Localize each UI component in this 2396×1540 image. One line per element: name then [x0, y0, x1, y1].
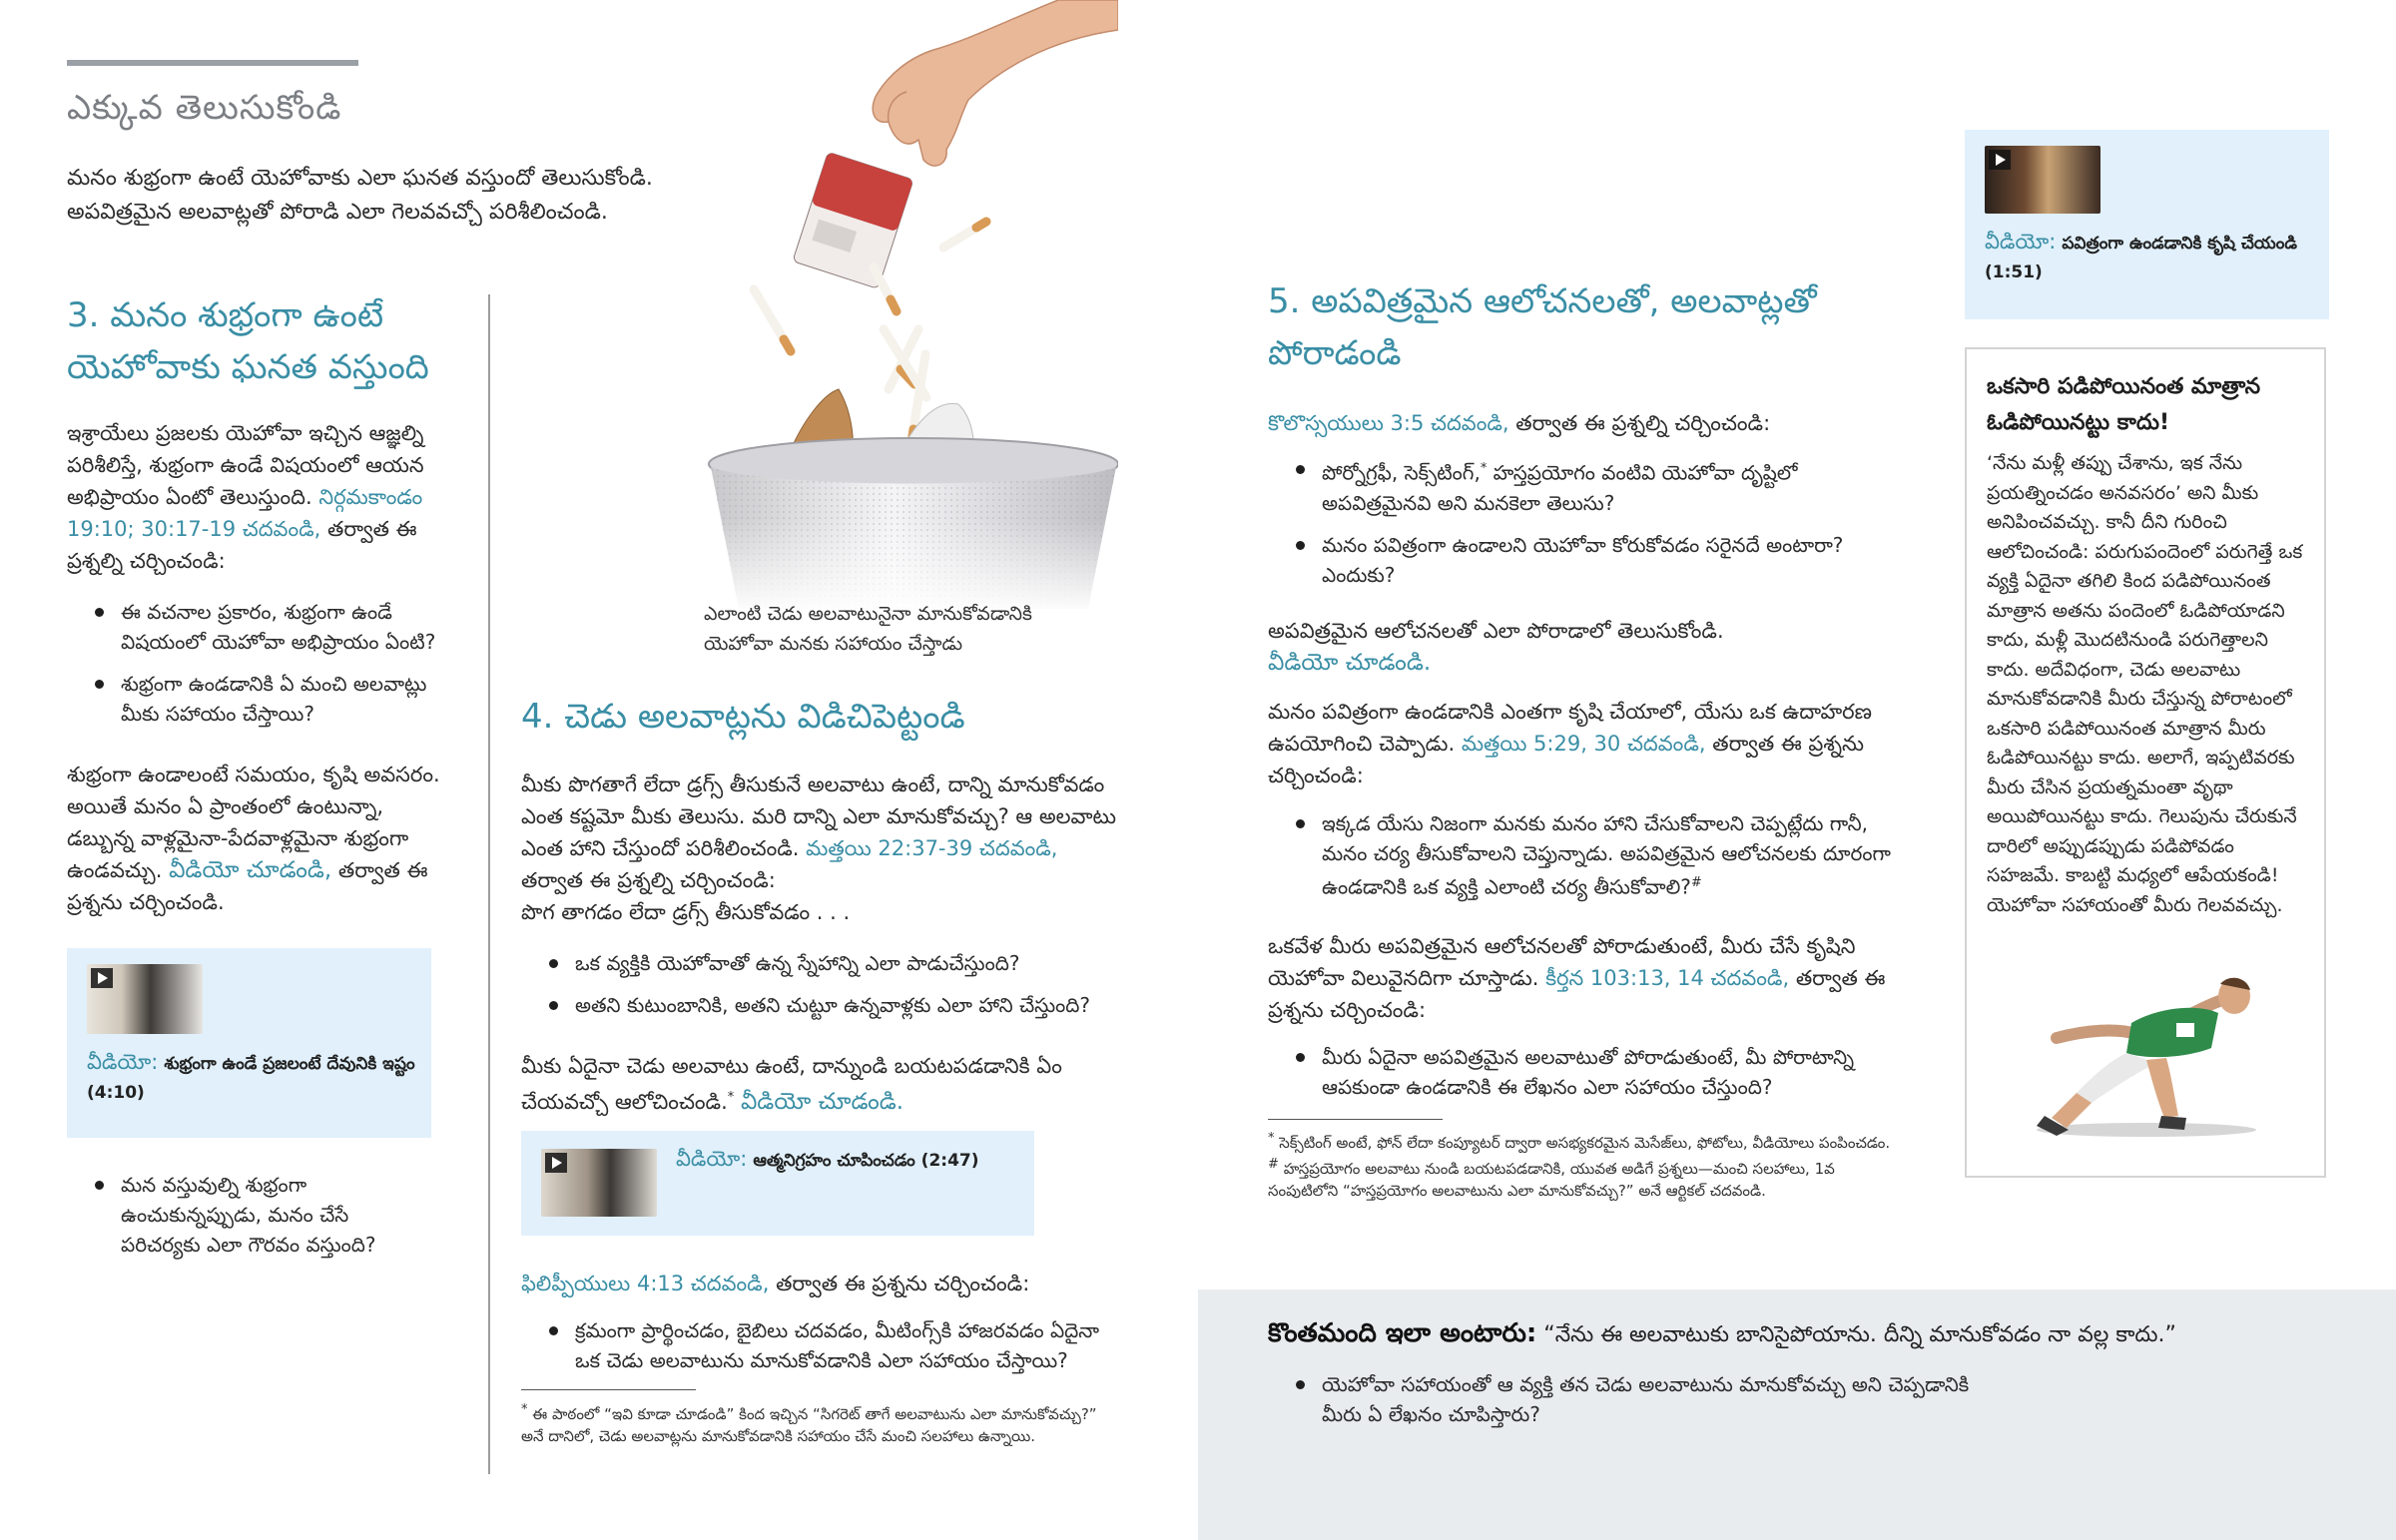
top-rule [67, 60, 358, 66]
footnote-1 [1268, 1128, 1897, 1154]
section3-title-line2: యెహోవాకు ఘనత వస్తుంది [67, 347, 429, 387]
video-card-clean-people[interactable] [67, 948, 431, 1138]
section3-bullets [87, 597, 466, 741]
watch-video-link[interactable]: వీడియో చూడండి. [1268, 650, 1432, 676]
video-thumbnail[interactable] [87, 964, 203, 1034]
footnote-mark: * [521, 1402, 528, 1417]
section3-p1-after: తర్వాత ఈ ప్రశ్నల్ని చర్చించండి: [67, 517, 417, 573]
section5-footnotes [1268, 1128, 1897, 1202]
some-say-line [1268, 1317, 2346, 1351]
section4-p1-after: తర్వాత ఈ ప్రశ్నల్ని చర్చించండి: [521, 868, 776, 892]
intro-line-2: అపవిత్రమైన అలవాట్లతో పోరాడి ఎలా గెలవవచ్చో పరిశీలించండి. [67, 200, 608, 225]
video-prefix: వీడియో: [676, 1147, 748, 1171]
section4-paragraph3 [521, 1268, 1120, 1299]
section5-paragraph3 [1268, 696, 1902, 791]
section4-paragraph1 [521, 769, 1125, 928]
bullet1-a: పోర్నోగ్రఫీ, సెక్స్‌టింగ్, [1322, 460, 1481, 485]
section3-p2-text: శుభ్రంగా ఉండాలంటే సమయం, కృషి అవసరం. అయితే మనం ఏ ప్రాంతంలో ఉంటున్నా, డబ్బున్న వాళ్లమైనా-పేదవాళ్లమైనా శుభ్రంగా ఉండవచ్చు. [67, 763, 440, 882]
section4-p1-text: మీకు పొగతాగే లేదా డ్రగ్స్ తీసుకునే అలవాటు ఉంటే, దాన్ని మానుకోవడం ఎంత కష్టమో మీకు తెలుసు. మరి దాన్ని ఎలా మానుకోవచ్చు? ఆ అలవాటు ఎంత హాని చేస్తుందో పరిశీలించండి. [521, 772, 1117, 860]
list-item: అతని కుటుంబానికి, అతని చుట్టూ ఉన్నవాళ్లకు ఎలా హాని చేస్తుంది? [541, 990, 1130, 1020]
video-label [1985, 228, 2304, 286]
section3-last-bullet [87, 1170, 416, 1272]
scripture-ref-link[interactable]: కీర్తన 103:13, 14 చదవండి, [1545, 966, 1790, 990]
video-prefix: వీడియో: [1985, 230, 2057, 254]
play-icon[interactable] [91, 968, 113, 988]
footnote-mark: * [1268, 1131, 1275, 1146]
section5-p4-text: ఒకవేళ మీరు అపవిత్రమైన ఆలోచనలతో పోరాడుతుంటే, మీరు చేసే కృషిని యెహోవా విలువైనదిగా చూస్తాడు. [1268, 934, 1856, 990]
list-item: మనం పవిత్రంగా ఉండాలని యెహోవా కోరుకోవడం సరైనదే అంటారా? ఎందుకు? [1288, 530, 1887, 590]
scripture-ref-link[interactable]: ఫిలిప్పీయులు 4:13 చదవండి, [521, 1272, 770, 1295]
section4-bullets [541, 948, 1130, 1032]
caption-line-1: ఎలాంటి చెడు అలవాటునైనా మానుకోవడానికి [704, 603, 1032, 625]
some-say-box [1198, 1289, 2396, 1540]
trash-can-illustration [589, 0, 1118, 609]
section5-bullets-a [1288, 454, 1887, 602]
video-label [676, 1145, 1025, 1175]
list-item: క్రమంగా ప్రార్థించడం, బైబిలు చదవడం, మీటింగ్స్‌కి హాజరవడం ఏదైనా ఒక చెడు అలవాటును మానుకోవడానికి ఎలా సహాయం చేస్తాయి? [541, 1315, 1130, 1375]
some-say-quote: “నేను ఈ అలవాటుకు బానిసైపోయాను. దీన్ని మానుకోవడం నా వల్ల కాదు.” [1543, 1322, 2176, 1347]
sidebar-heading: ఒకసారి పడిపోయినంత మాత్రాన ఓడిపోయినట్టు కాదు! [1987, 374, 2261, 435]
section4-title: 4. చెడు అలవాట్లను విడిచిపెట్టండి [521, 697, 965, 737]
video-card-purity[interactable] [1965, 130, 2329, 319]
video-title[interactable]: శుభ్రంగా ఉండే ప్రజలంటే దేవునికి ఇష్టం (4:10) [87, 1054, 415, 1103]
section5-paragraph2 [1268, 615, 1907, 679]
section5-bullet4 [1288, 1042, 1892, 1114]
learn-more-heading: ఎక్కువ తెలుసుకోండి [67, 88, 342, 128]
play-icon[interactable] [545, 1153, 567, 1173]
section4-paragraph2 [521, 1050, 1080, 1118]
bullet3-text: ఇక్కడ యేసు నిజంగా మనకు మనం హాని చేసుకోవాలని చెప్పట్లేదు గానీ, మనం చర్య తీసుకోవాలని చెప్తున్నాడు. అపవిత్రమైన ఆలోచనలకు దూరంగా ఉండడానికి ఒక వ్యక్తి ఎలాంటి చర్య తీసుకోవాలి? [1322, 811, 1891, 899]
footnote-2 [1268, 1154, 1897, 1202]
section4-last-bullet [541, 1315, 1130, 1387]
scripture-ref-link[interactable]: నిర్గమకాండం 19:10; 30:17-19 చదవండి, [67, 485, 423, 541]
list-item [1288, 454, 1887, 518]
some-say-bullets [1288, 1369, 1987, 1441]
section5-title-line2: పోరాడండి [1268, 333, 1402, 373]
list-item: ఒక వ్యక్తికి యెహోవాతో ఉన్న స్నేహాన్ని ఎలా పాడుచేస్తుంది? [541, 948, 1130, 978]
bullet1-b: హస్తప్రయోగం వంటివి యెహోవా దృష్టిలో అపవిత్రమైనవి అని మనకెలా తెలుసు? [1322, 460, 1798, 515]
footnote-marker[interactable]: * [1480, 461, 1488, 476]
section5-ref1 [1268, 407, 1907, 439]
play-icon[interactable] [1989, 150, 2011, 170]
section5-p3-text: మనం పవిత్రంగా ఉండడానికి ఎంతగా కృషి చేయాలో, యేసు ఒక ఉదాహరణ ఉపయోగించి చెప్పాడు. [1268, 700, 1872, 756]
video-prefix: వీడియో: [87, 1050, 159, 1074]
section4-lead: పొగ తాగడం లేదా డ్రగ్స్ తీసుకోవడం . . . [521, 900, 851, 924]
footnote-text: హస్తప్రయోగం అలవాటు నుండి బయటపడడానికి, యువత అడిగే ప్రశ్నలు—మంచి సలహాలు, 1వ సంపుటిలోని “హస్తప్రయోగం అలవాటును ఎలా మానుకోవచ్చు?” అనే ఆర్టికల్ చదవండి. [1268, 1160, 1835, 1200]
section5-p2-text: అపవిత్రమైన ఆలోచనలతో ఎలా పోరాడాలో తెలుసుకోండి. [1268, 619, 1724, 643]
footnote-mark: # [1268, 1157, 1279, 1172]
section5-p3-after: తర్వాత ఈ ప్రశ్నను చర్చించండి: [1268, 732, 1864, 787]
encouragement-sidebar [1965, 347, 2326, 1178]
scripture-ref-link[interactable]: కొలొస్సయులు 3:5 చదవండి, [1268, 411, 1509, 435]
section4-p3-after: తర్వాత ఈ ప్రశ్నను చర్చించండి: [776, 1272, 1030, 1295]
section4-p2-text: మీకు ఏదైనా చెడు అలవాటు ఉంటే, దాన్నుండి బయటపడడానికి ఏం చేయవచ్చో ఆలోచించండి. [521, 1054, 1062, 1114]
section3-p2-after: తర్వాత ఈ ప్రశ్నను చర్చించండి. [67, 858, 428, 914]
video-title[interactable]: పవిత్రంగా ఉండడానికి కృషి చేయండి (1:51) [1985, 234, 2297, 282]
scripture-ref-link[interactable]: మత్తయి 5:29, 30 చదవండి, [1461, 732, 1706, 756]
runner-illustration [1997, 968, 2296, 1143]
video-thumbnail[interactable] [541, 1149, 657, 1217]
footnote-rule [1268, 1119, 1443, 1120]
list-item: మన వస్తువుల్ని శుభ్రంగా ఉంచుకున్నప్పుడు, మనం చేసే పరిచర్యకు ఎలా గౌరవం వస్తుంది? [87, 1170, 416, 1260]
watch-video-link[interactable]: వీడియో చూడండి. [740, 1089, 904, 1115]
footnote-text: సెక్స్‌టింగ్ అంటే, ఫోన్ లేదా కంప్యూటర్ ద్వారా అసభ్యకరమైన మెసేజ్‌లు, ఫోటోలు, వీడియోలు పంపించడం. [1279, 1134, 1891, 1152]
footnote-marker[interactable]: * [727, 1090, 735, 1105]
section3-p1-text: ఇశ్రాయేలు ప్రజలకు యెహోవా ఇచ్చిన ఆజ్ఞల్ని పరిశీలిస్తే, శుభ్రంగా ఉండే విషయంలో ఆయన అభిప్రాయం ఏంటో తెలుస్తుంది. [67, 421, 424, 509]
watch-video-link[interactable]: వీడియో చూడండి, [169, 857, 332, 883]
list-item: శుభ్రంగా ఉండడానికి ఏ మంచి అలవాట్లు మీకు సహాయం చేస్తాయి? [87, 669, 466, 729]
section5-paragraph4 [1268, 930, 1902, 1026]
section5-p4-after: తర్వాత ఈ ప్రశ్నను చర్చించండి: [1268, 966, 1886, 1022]
video-title[interactable]: ఆత్మనిగ్రహం చూపించడం (2:47) [753, 1151, 979, 1171]
scripture-ref-link[interactable]: మత్తయి 22:37-39 చదవండి, [806, 836, 1058, 860]
footnote-marker[interactable]: # [1690, 875, 1702, 890]
sidebar-body: ‘నేను మళ్లీ తప్పు చేశాను, ఇక నేను ప్రయత్నించడం అనవసరం’ అని మీకు అనిపించవచ్చు. కానీ దీని గురించి ఆలోచించండి: పరుగుపందెంలో పరుగెత్తే ఒక వ్యక్తి ఏదైనా తగిలి కింద పడిపోయినంత మాత్రాన అతను పందెంలో ఓడిపోయాడని కాదు, మళ్లీ మొదటినుండి పరుగెత్తాలని కాదు. అదేవిధంగా, చెడు అలవాటు మానుకోవడానికి మీరు చేస్తున్న పోరాటంలో ఒకసారి పడిపోయినంత మాత్రాన మీరు ఓడిపోయినట్టు కాదు. అలాగే, ఇప్పటివరకు మీరు చేసిన ప్రయత్నమంతా వృథా అయిపోయినట్టు కాదు. గెలుపును చేరుకునే దారిలో అప్పుడప్పుడు పడిపోవడం సహజమే. కాబట్టి మధ్యలో ఆపేయకండి! యెహోవా సహాయంతో మీరు గెలవవచ్చు. [1987, 452, 2303, 916]
section3-title-line1: 3. మనం శుభ్రంగా ఉంటే [67, 295, 384, 335]
video-thumbnail[interactable] [1985, 146, 2100, 214]
footnote-rule [521, 1389, 696, 1390]
section3-paragraph2 [67, 759, 456, 918]
footnote-text: ఈ పాఠంలో “ఇవి కూడా చూడండి” కింద ఇచ్చిన “సిగరెట్ తాగే అలవాటును ఎలా మానుకోవచ్చు?” అనే దానిలో, చెడు అలవాట్లను మానుకోవడానికి సహాయం చేసే మంచి సలహాలు ఉన్నాయి. [521, 1405, 1097, 1445]
list-item [1288, 808, 1892, 902]
some-say-label: కొంతమంది ఇలా అంటారు: [1268, 1318, 1537, 1348]
column-divider [488, 294, 490, 1474]
section5-title [1268, 275, 1907, 379]
list-item: ఈ వచనాల ప్రకారం, శుభ్రంగా ఉండే విషయంలో యెహోవా అభిప్రాయం ఏంటి? [87, 597, 466, 657]
intro-line-1: మనం శుభ్రంగా ఉంటే యెహోవాకు ఎలా ఘనత వస్తుందో తెలుసుకోండి. [67, 166, 653, 191]
caption-line-2: యెహోవా మనకు సహాయం చేస్తాడు [704, 633, 963, 655]
section5-ref1-after: తర్వాత ఈ ప్రశ్నల్ని చర్చించండి: [1515, 411, 1771, 435]
section3-paragraph1 [67, 417, 456, 577]
list-item: యెహోవా సహాయంతో ఆ వ్యక్తి తన చెడు అలవాటును మానుకోవచ్చు అని చెప్పడానికి మీరు ఏ లేఖనం చూపిస్తారు? [1288, 1369, 1987, 1429]
section4-footnote [521, 1399, 1100, 1447]
section5-title-line1: 5. అపవిత్రమైన ఆలోచనలతో, అలవాట్లతో [1268, 281, 1817, 321]
list-item: మీరు ఏదైనా అపవిత్రమైన అలవాటుతో పోరాడుతుంటే, మీ పోరాటాన్ని ఆపకుండా ఉండడానికి ఈ లేఖనం ఎలా సహాయం చేస్తుంది? [1288, 1042, 1892, 1102]
illustration-caption [704, 599, 1123, 659]
section3-title [67, 289, 486, 393]
video-label [87, 1048, 416, 1107]
video-card-self-control[interactable] [521, 1131, 1034, 1236]
section5-bullet3 [1288, 808, 1892, 914]
